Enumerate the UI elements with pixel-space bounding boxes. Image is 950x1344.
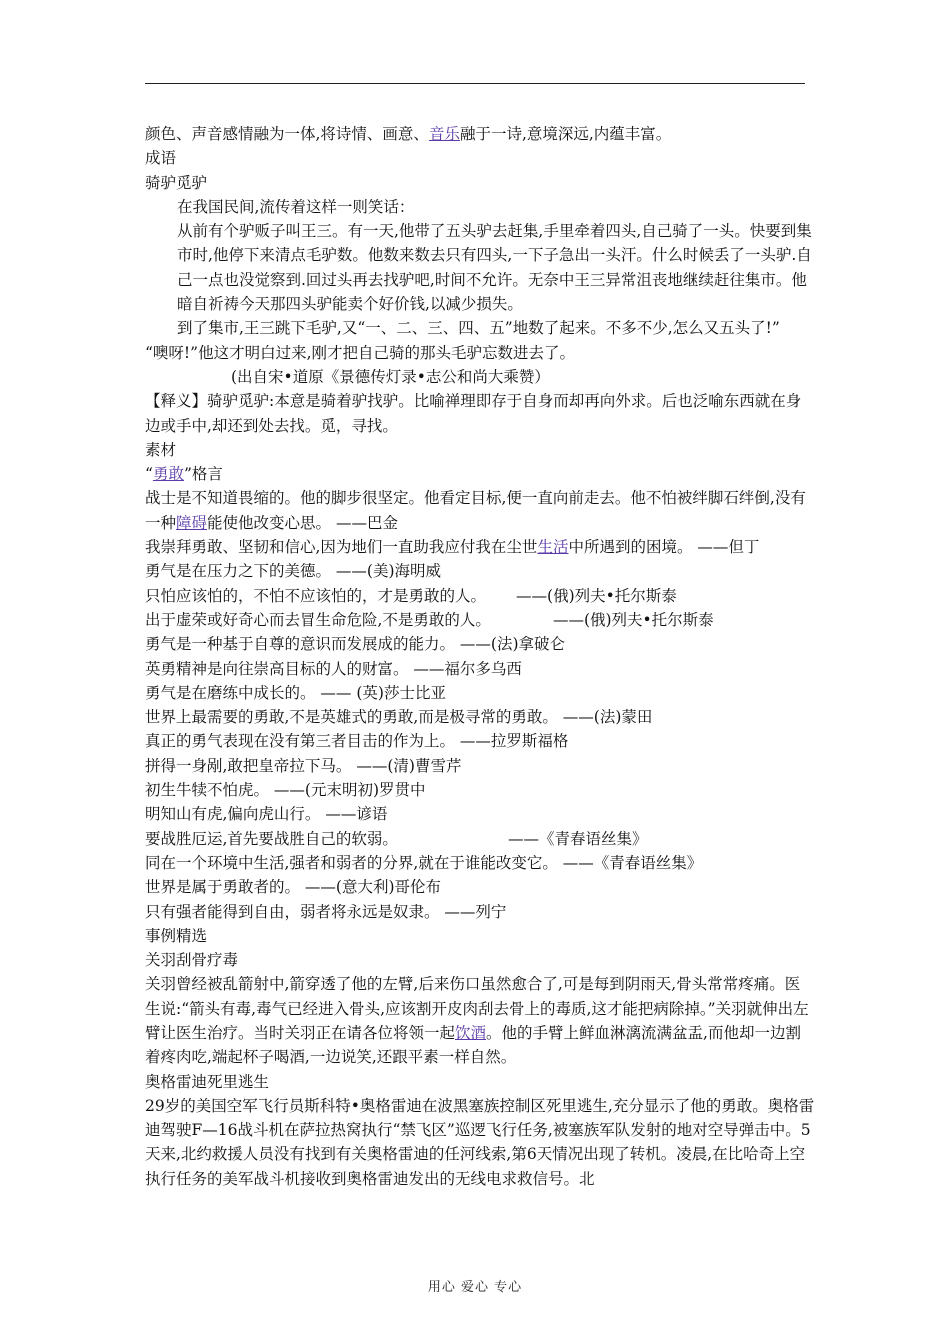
idiom-source: (出自宋•道原《景德传灯录•志公和尚大乘赞） — [231, 367, 550, 386]
courage-link[interactable]: 勇敢 — [152, 465, 184, 484]
obstacle-link[interactable]: 障碍 — [176, 513, 208, 532]
quote-line: 出于虚荣或好奇心而去冒生命危险,不是勇敢的人。 ——(俄)列夫•托尔斯泰 — [145, 610, 714, 629]
idiom-paragraph-3a: 到了集市,王三跳下毛驴,又“一、二、三、四、五”地数了起来。不多不少,怎么又五头了!” — [177, 319, 780, 338]
idiom-paragraph-1: 在我国民间,流传着这样一则笑话： — [177, 197, 415, 216]
quote-author: ——(俄)列夫•托尔斯泰 — [516, 586, 677, 605]
cases-heading: 事例精选 — [145, 926, 208, 945]
quote-dante: 我崇拜勇敢、坚韧和信心,因为地们一直助我应付我在尘世生活中所遇到的困境。 ——但丁 — [145, 538, 760, 557]
idiom-paragraph-3b: “噢呀!”他这才明白过来,刚才把自己骑的那头毛驴忘数进去了。 — [145, 343, 576, 362]
quote-line: 明知山有虎,偏向虎山行。 ——谚语 — [145, 805, 388, 824]
material-title: “勇敢”格言 — [145, 465, 223, 484]
quote-line: 只有强者能得到自由，弱者将永远是奴隶。 ——列宁 — [145, 902, 507, 921]
idiom-title: 骑驴觅驴 — [145, 173, 208, 192]
quote-line: 要战胜厄运,首先要战胜自己的软弱。 ——《青春语丝集》 — [145, 829, 648, 848]
quote-line: 只怕应该怕的，不怕不应该怕的，才是勇敢的人。 ——(俄)列夫•托尔斯泰 — [145, 586, 677, 605]
idiom-heading: 成语 — [145, 149, 177, 168]
idiom-paragraph-2: 从前有个驴贩子叫王三。有一天,他带了五头驴去赶集,手里牵着四头,自己骑了一头。快要到集市时,他停下来清点毛驴数。他数来数去只有四头,一下子急出一头汗。什么时候丢了一头驴.自己一点也没觉察到.回过头再去找驴吧,时间不允许。无奈中王三异常沮丧地继续赶往集市。他暗自祈祷今天那四头驴能卖个好价钱,以减少损失。 — [177, 222, 812, 314]
quote-line: 拼得一身剐,敢把皇帝拉下马。 ——(清)曹雪芹 — [145, 756, 462, 775]
ogrady-title: 奥格雷迪死里逃生 — [145, 1072, 270, 1091]
guanyu-text: 关羽曾经被乱箭射中,箭穿透了他的左臂,后来伤口虽然愈合了,可是每到阴雨天,骨头常常疼痛。医生说:“箭头有毒,毒气已经进入骨头,应该割开皮肉刮去骨上的毒质,这才能把病除掉。”关羽就伸出左臂让医生治疗。当时关羽正在请各位将领一起饮酒。他的手臂上鲜血淋漓流满盆盂,而他却一边割着疼肉吃,端起杯子喝酒,一边说笑,还跟平素一样自然。 — [145, 975, 809, 1067]
page-footer: 用心 爱心 专心 — [427, 1280, 523, 1295]
drink-link[interactable]: 饮酒 — [455, 1023, 487, 1042]
quote-line: 勇气是在磨练中成长的。 —— (英)莎士比亚 — [145, 683, 446, 702]
idiom-explanation: 【释义】骑驴觅驴:本意是骑着驴找驴。比喻禅理即存于自身而却再向外求。后也泛喻东西就在身边或手中,却还到处去找。觅，寻找。 — [145, 392, 802, 435]
quote-line: 真正的勇气表现在没有第三者目击的作为上。 ——拉罗斯福格 — [145, 732, 569, 751]
quote-bajin: 战士是不知道畏缩的。他的脚步很坚定。他看定目标,便一直向前走去。他不怕被绊脚石绊倒,没有一种障碍能使他改变心思。 ——巴金 — [145, 489, 806, 532]
ogrady-text: 29岁的美国空军飞行员斯科特•奥格雷迪在波黑塞族控制区死里逃生,充分显示了他的勇敢。奥格雷迪驾驶F—16战斗机在萨拉热窝执行“禁飞区”巡逻飞行任务,被塞族军队发射的地对空导弹击中。5天来,北约救援人员没有找到有关奥格雷迪的任河线索,第6天情况出现了转机。凌晨,在比哈奇上空执行任务的美军战斗机接收到奥格雷迪发出的无线电求救信号。北 — [145, 1096, 815, 1188]
quote-line: 世界上最需要的勇敢,不是英雄式的勇敢,而是极寻常的勇敢。 ——(法)蒙田 — [145, 708, 653, 727]
quote-line: 同在一个环境中生活,强者和弱者的分界,就在于谁能改变它。 ——《青春语丝集》 — [145, 853, 703, 872]
intro-line: 颜色、声音感情融为一体,将诗情、画意、音乐融于一诗,意境深远,内蕴丰富。 — [145, 125, 672, 143]
quote-line: 勇气是在压力之下的美德。 ——(美)海明威 — [145, 562, 442, 581]
music-link[interactable]: 音乐 — [428, 125, 460, 143]
quote-line: 初生牛犊不怕虎。 ——(元末明初)罗贯中 — [145, 781, 426, 800]
quote-author: ——(俄)列夫•托尔斯泰 — [552, 610, 714, 629]
quote-line: 英勇精神是向往崇高目标的人的财富。 ——福尔多乌西 — [145, 659, 522, 678]
quote-line: 世界是属于勇敢者的。 ——(意大利)哥伦布 — [145, 878, 442, 897]
quote-author: ——《青春语丝集》 — [507, 829, 648, 848]
quote-line: 勇气是一种基于自尊的意识而发展成的能力。 ——(法)拿破仑 — [145, 635, 566, 654]
material-heading: 素材 — [145, 440, 177, 459]
document-body — [145, 122, 815, 1191]
guanyu-title: 关羽刮骨疗毒 — [145, 951, 239, 970]
quote-list — [145, 559, 815, 923]
life-link[interactable]: 生活 — [537, 538, 569, 557]
header-rule — [145, 83, 805, 84]
